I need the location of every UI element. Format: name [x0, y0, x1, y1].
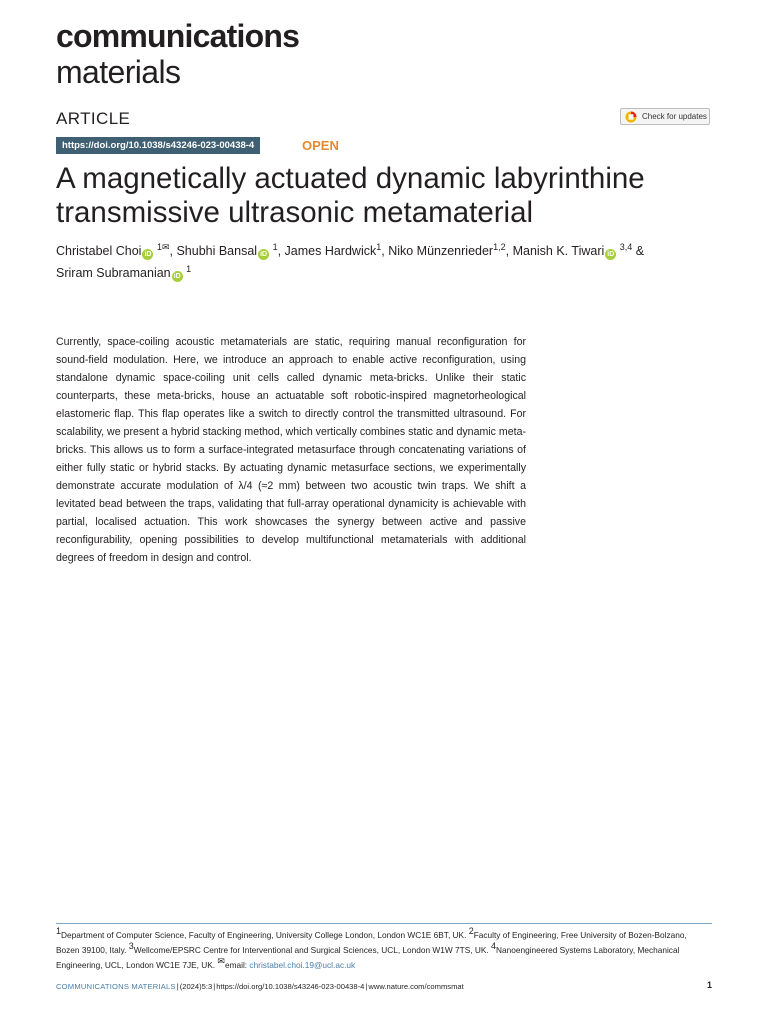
author-separator: &	[632, 244, 645, 258]
author-affiliation-sup: 1,2	[493, 241, 506, 252]
footer-separator: |	[176, 982, 179, 991]
email-label: email:	[224, 960, 248, 970]
email-icon: ✉	[217, 956, 225, 967]
author-affiliation-sup: 3,4	[619, 241, 633, 252]
footer-site-link[interactable]: www.nature.com/commsmat	[368, 982, 464, 991]
author-affiliation-sup: 1	[376, 241, 382, 252]
author-name: James Hardwick	[284, 244, 377, 258]
email-link[interactable]: christabel.choi.19@ucl.ac.uk	[249, 960, 356, 970]
journal-brand-line1: communications	[56, 18, 300, 54]
affiliation-sup: 1	[56, 926, 62, 937]
author-affiliation-sup: 1	[272, 241, 278, 252]
article-type: ARTICLE	[56, 109, 131, 128]
page-footer	[56, 981, 712, 993]
author[interactable]	[284, 241, 382, 258]
author[interactable]	[176, 241, 278, 258]
author-list	[56, 240, 736, 284]
article-title: A magnetically actuated dynamic labyrinthine transmissive ultrasonic metamaterial	[56, 162, 645, 229]
affiliation: Faculty of Engineering, Free University of Bozen-Bolzano, Bozen 39100, Italy.	[56, 930, 687, 955]
author-name: Niko Münzenrieder	[388, 244, 494, 258]
check-for-updates-button[interactable]	[620, 108, 710, 125]
author-separator: ,	[277, 244, 285, 258]
author-name: Christabel Choi	[56, 244, 142, 258]
open-access-label: OPEN	[302, 138, 339, 153]
journal-brand-line2: materials	[56, 54, 181, 90]
author-affiliation-sup: 1	[186, 263, 192, 274]
affiliations	[56, 928, 712, 973]
author-name: Manish K. Tiwari	[512, 244, 605, 258]
author-separator: ,	[381, 244, 389, 258]
footer-separator: |	[213, 982, 216, 991]
abstract: Currently, space-coiling acoustic metamaterials are static, requiring manual reconfiguration for sound-field modulation. Here, we introduce an approach to enable active reconfiguration, using standalone dynamic space-coiling unit cells called dynamic meta-bricks. Unlike their static counterparts, these meta-bricks, house an actuatable soft robotic-inspired magnetorheological elastomeric flap. This flap operates like a switch to directly control the transmitted ultrasound. For scalability, we present a hybrid stacking method, which vertically combines static and dynamic meta-bricks. This allows us to form a surface-integrated metasurface through concatenating variations of either fully static or hybrid stacks. By actuating dynamic metasurface sections, we experimentally demonstrate accurate modulation of λ/4 (≈2 mm) between two acoustic twin traps. We shift a levitated bead between the traps, validating that full-array operational dynamicity is achievable with partial, localised actuation. This work showcases the synergy between active and passive reconfigurability, opening possibilities to develop multifunctional metamaterials with additional degrees of freedom in design and control.	[56, 336, 526, 564]
orcid-icon[interactable]: iD	[260, 251, 268, 258]
author[interactable]	[56, 263, 192, 280]
author-separator: ,	[505, 244, 513, 258]
footer-journal: COMMUNICATIONS MATERIALS	[56, 982, 176, 991]
author[interactable]	[56, 241, 170, 258]
affiliation: Wellcome/EPSRC Centre for Interventional and Surgical Sciences, UCL, London W1W 7TS, UK.	[133, 945, 489, 955]
affiliation-divider	[56, 923, 712, 924]
orcid-icon[interactable]: iD	[144, 251, 152, 258]
affiliation: Nanoengineered Systems Laboratory, Mechanical Engineering, UCL, London WC1E 7JE, UK.	[56, 945, 680, 970]
check-updates-icon	[625, 111, 637, 123]
author-name: Sriram Subramanian	[56, 266, 171, 280]
author[interactable]	[512, 241, 633, 258]
orcid-icon[interactable]: iD	[173, 273, 181, 280]
author-name: Shubhi Bansal	[176, 244, 258, 258]
author-separator: ,	[169, 244, 177, 258]
check-updates-label: Check for updates	[642, 112, 707, 121]
affiliation-sup: 2	[468, 926, 474, 937]
footer-volume: (2024)5:3	[179, 982, 213, 991]
affiliation-sup: 4	[491, 941, 497, 952]
affiliation: Department of Computer Science, Faculty of Engineering, University College London, London WC1E 6BT, UK.	[61, 930, 467, 940]
orcid-icon[interactable]: iD	[607, 251, 615, 258]
affiliation-sup: 3	[128, 941, 134, 952]
author-affiliation-sup: 1✉	[156, 241, 170, 252]
author[interactable]	[388, 241, 506, 258]
footer-separator: |	[365, 982, 368, 991]
doi-link[interactable]: https://doi.org/10.1038/s43246-023-00438-4	[56, 137, 260, 154]
footer-doi-link[interactable]: https://doi.org/10.1038/s43246-023-00438-4	[216, 982, 365, 991]
page-number: 1	[706, 980, 712, 990]
